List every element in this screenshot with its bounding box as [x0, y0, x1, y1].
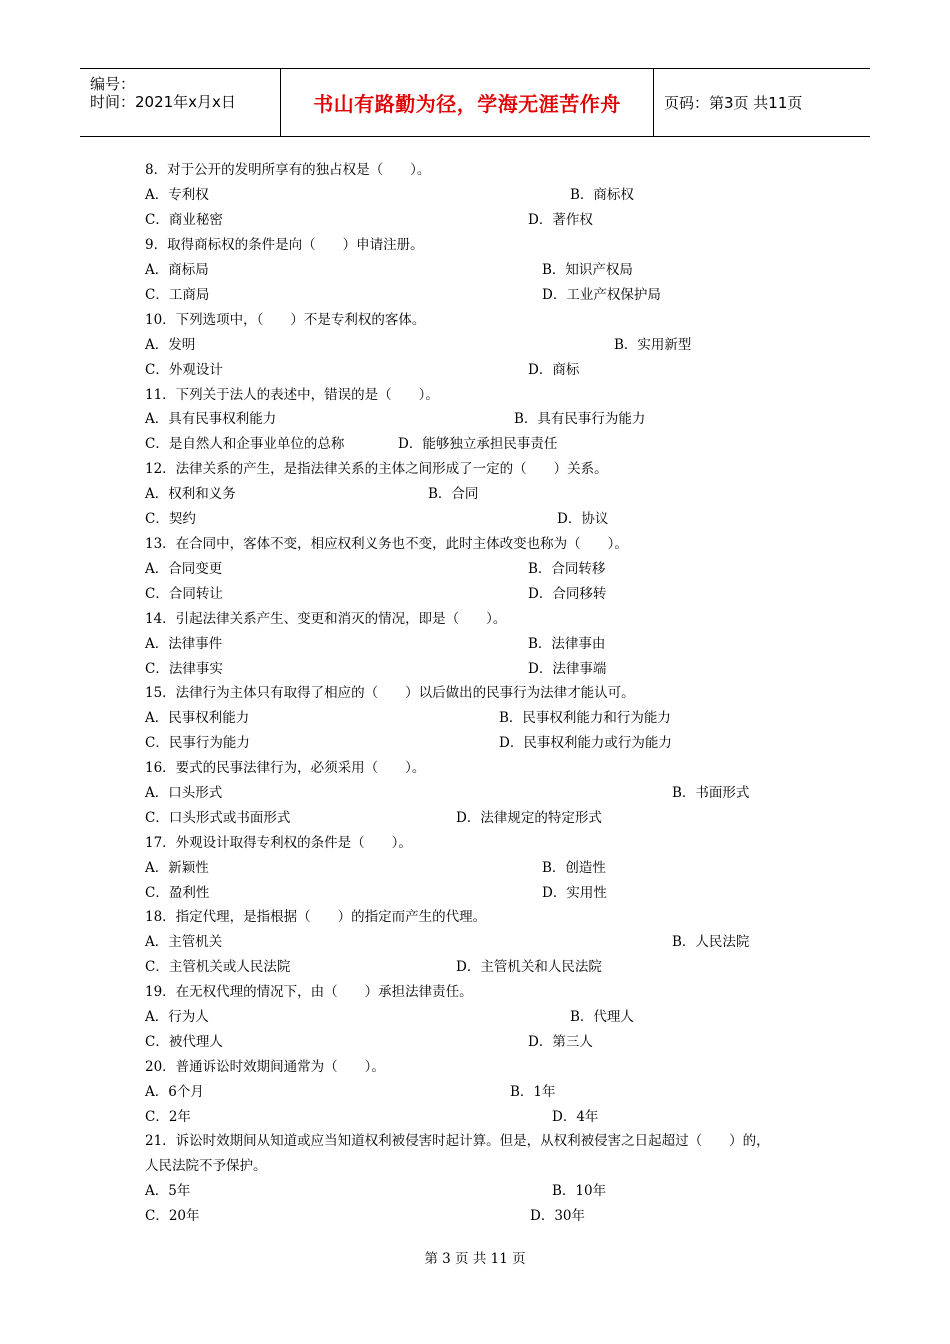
option-a: A．法律事件 — [145, 636, 223, 652]
option-a: A．行为人 — [145, 1009, 209, 1025]
option-b: B．具有民事行为能力 — [514, 411, 646, 427]
option-d: D．实用性 — [542, 885, 607, 901]
option-b: B．实用新型 — [614, 337, 692, 353]
option-a: A．合同变更 — [145, 561, 223, 577]
option-a: A．权利和义务 — [145, 486, 236, 502]
option-a: A．新颖性 — [145, 860, 209, 876]
page-header — [80, 68, 870, 137]
option-d: D．工业产权保护局 — [542, 287, 661, 303]
question-stem: 15．法律行为主体只有取得了相应的（ ）以后做出的民事行为法律才能认可。 — [145, 685, 635, 701]
option-c: C．2年 — [145, 1109, 191, 1125]
option-b: B．法律事由 — [528, 636, 606, 652]
date-label: 时间：2021年x月x日 — [90, 93, 236, 111]
option-c: C．契约 — [145, 511, 196, 527]
question-stem: 16．要式的民事法律行为，必须采用（ ）。 — [145, 760, 426, 776]
option-b: B．书面形式 — [672, 785, 750, 801]
header-page-number: 页码：第3页 共11页 — [664, 94, 803, 112]
option-c: C．商业秘密 — [145, 212, 223, 228]
header-motto: 书山有路勤为径，学海无涯苦作舟 — [281, 69, 654, 136]
option-b: B．代理人 — [570, 1009, 634, 1025]
option-c: C．合同转让 — [145, 586, 223, 602]
option-a: A．口头形式 — [145, 785, 223, 801]
option-a: A．商标局 — [145, 262, 209, 278]
option-d: D．合同移转 — [528, 586, 607, 602]
option-b: B．1年 — [510, 1084, 556, 1100]
option-c: C．口头形式或书面形式 — [145, 810, 291, 826]
option-b: B．知识产权局 — [542, 262, 633, 278]
question-stem: 14．引起法律关系产生、变更和消灭的情况，即是（ ）。 — [145, 611, 507, 627]
option-b: B．合同 — [428, 486, 479, 502]
question-stem: 13．在合同中，客体不变，相应权利义务也不变，此时主体改变也称为（ ）。 — [145, 536, 628, 552]
option-a: A．具有民事权利能力 — [145, 411, 277, 427]
option-d: D．法律事端 — [528, 661, 607, 677]
option-a: A．民事权利能力 — [145, 710, 250, 726]
option-b: B．合同转移 — [528, 561, 606, 577]
option-a: A．6个月 — [145, 1084, 204, 1100]
header-meta-cell — [80, 69, 281, 136]
option-d: D．协议 — [557, 511, 609, 527]
option-c: C．外观设计 — [145, 362, 223, 378]
question-stem: 21．诉讼时效期间从知道或应当知道权利被侵害时起计算。但是，从权利被侵害之日起超过（ ）的， — [145, 1133, 770, 1149]
question-stem: 10．下列选项中，（ ）不是专利权的客体。 — [145, 312, 426, 328]
option-c: C．盈利性 — [145, 885, 210, 901]
option-d: D．主管机关和人民法院 — [456, 959, 602, 975]
page-footer: 第 3 页 共 11 页 — [424, 1251, 526, 1267]
question-stem: 12．法律关系的产生，是指法律关系的主体之间形成了一定的（ ）关系。 — [145, 461, 608, 477]
option-b: B．10年 — [552, 1183, 607, 1199]
serial-number-label: 编号： — [90, 75, 136, 93]
option-d: D．民事权利能力或行为能力 — [499, 735, 672, 751]
option-c: C．是自然人和企事业单位的总称 — [145, 436, 345, 452]
question-stem: 18．指定代理，是指根据（ ）的指定而产生的代理。 — [145, 909, 487, 925]
question-stem: 20．普通诉讼时效期间通常为（ ）。 — [145, 1059, 385, 1075]
option-c: C．民事行为能力 — [145, 735, 250, 751]
option-a: A．发明 — [145, 337, 196, 353]
question-stem: 11．下列关于法人的表述中，错误的是（ ）。 — [145, 387, 439, 403]
option-c: C．被代理人 — [145, 1034, 223, 1050]
option-b: B．创造性 — [542, 860, 606, 876]
option-d: D．30年 — [530, 1208, 586, 1224]
option-d: D．商标 — [528, 362, 580, 378]
option-d: D．著作权 — [528, 212, 593, 228]
question-stem: 19．在无权代理的情况下，由（ ）承担法律责任。 — [145, 984, 473, 1000]
option-a: A．主管机关 — [145, 934, 223, 950]
question-stem: 17．外观设计取得专利权的条件是（ ）。 — [145, 835, 412, 851]
question-stem: 8．对于公开的发明所享有的独占权是（ ）。 — [145, 162, 431, 178]
option-a: A．专利权 — [145, 187, 209, 203]
option-b: B．商标权 — [570, 187, 634, 203]
option-d: D．第三人 — [528, 1034, 593, 1050]
option-c: C．20年 — [145, 1208, 200, 1224]
option-b: B．人民法院 — [672, 934, 750, 950]
option-c: C．工商局 — [145, 287, 210, 303]
option-a: A．5年 — [145, 1183, 191, 1199]
option-d: D．能够独立承担民事责任 — [398, 436, 558, 452]
question-stem: 9．取得商标权的条件是向（ ）申请注册。 — [145, 237, 424, 253]
option-c: C．法律事实 — [145, 661, 223, 677]
option-c: C．主管机关或人民法院 — [145, 959, 291, 975]
question-stem-continuation: 人民法院不予保护。 — [145, 1158, 267, 1174]
option-d: D．法律规定的特定形式 — [456, 810, 602, 826]
option-d: D．4年 — [552, 1109, 599, 1125]
option-b: B．民事权利能力和行为能力 — [499, 710, 671, 726]
